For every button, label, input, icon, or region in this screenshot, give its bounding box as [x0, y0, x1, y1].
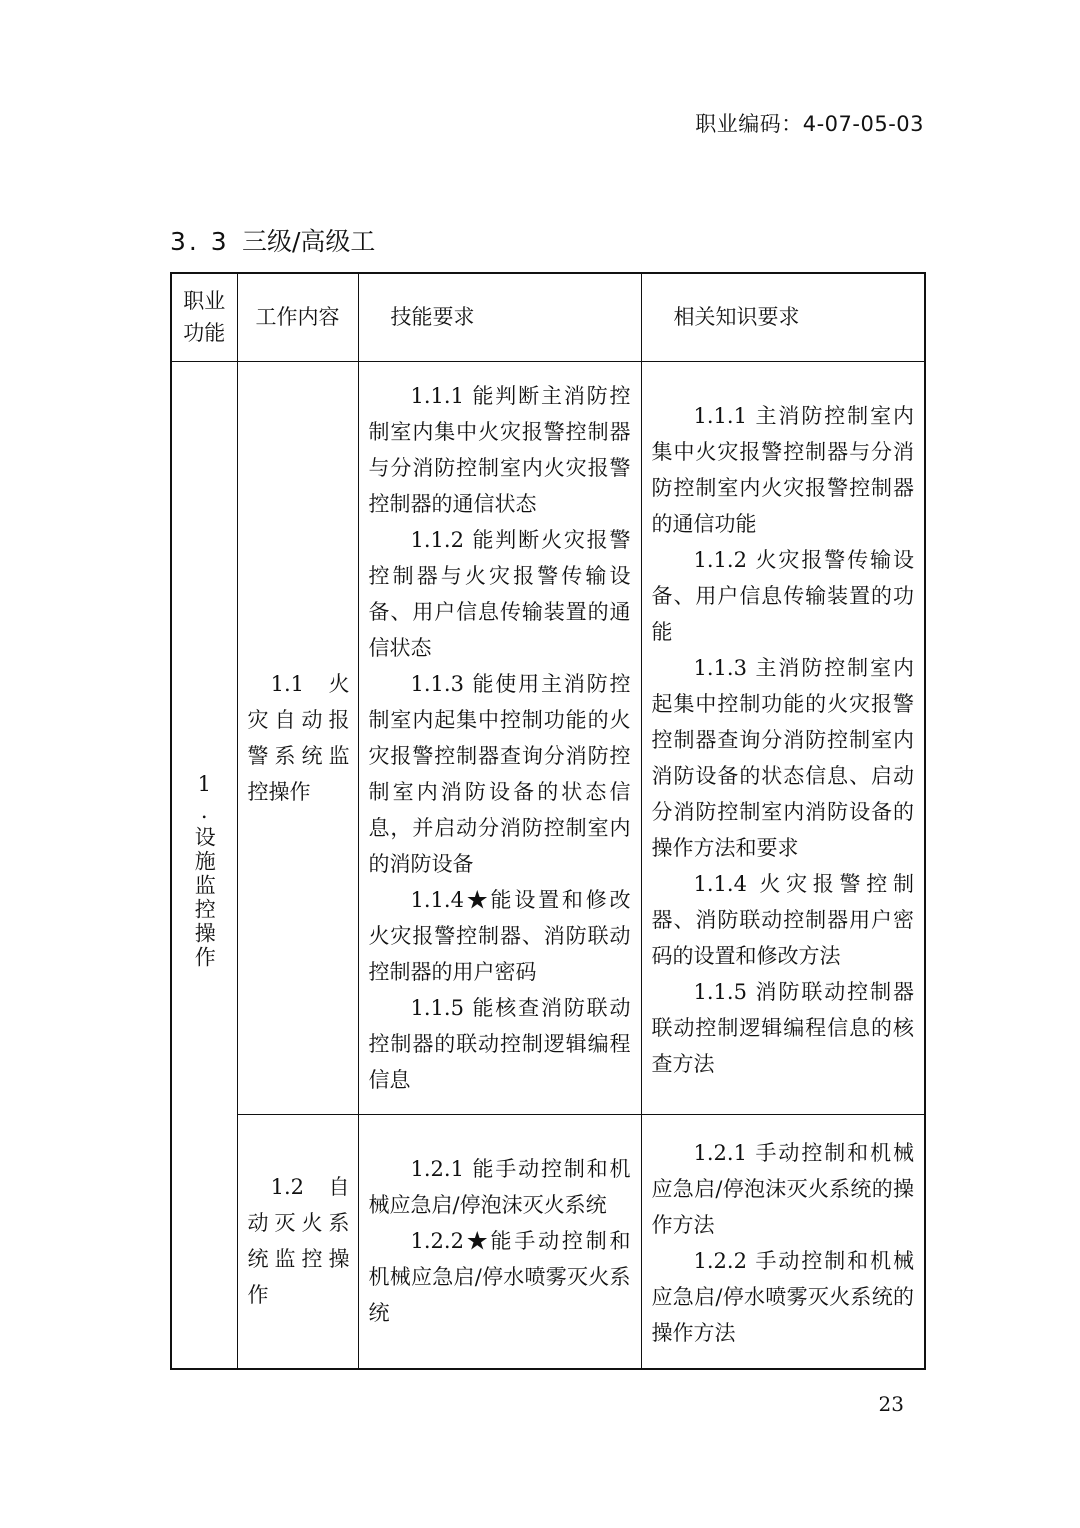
- section-number: 3. 3: [170, 227, 230, 256]
- knowledge-item: 1.1.1 主消防控制室内集中火灾报警控制器与分消防控制室内火灾报警控制器的通信功能: [651, 403, 914, 536]
- work-content-cell: [237, 361, 358, 1115]
- skill-item: 1.2.2★能手动控制和机械应急启/停水喷雾灭火系统: [368, 1229, 631, 1326]
- table-row: [171, 1115, 925, 1369]
- skills-cell: [358, 361, 641, 1115]
- knowledge-item: 1.1.2 火灾报警传输设备、用户信息传输装置的功能: [651, 547, 914, 644]
- function-cell: [171, 361, 237, 1369]
- table-row: [171, 361, 925, 1115]
- page-number: 23: [878, 1392, 904, 1416]
- section-title: 三级/高级工: [242, 227, 376, 256]
- header-work-content: 工作内容: [237, 273, 358, 361]
- section-heading: [170, 222, 375, 258]
- knowledge-item: 1.1.5 消防联动控制器联动控制逻辑编程信息的核查方法: [651, 979, 914, 1076]
- skill-item: 1.1.4★能设置和修改火灾报警控制器、消防联动控制器的用户密码: [368, 887, 631, 984]
- skill-item: 1.2.1 能手动控制和机械应急启/停泡沫灭火系统: [368, 1157, 631, 1218]
- work-content-text: 1.2 自动灭火系统监控操作: [247, 1175, 350, 1308]
- knowledge-cell: [641, 361, 925, 1115]
- skill-item: 1.1.2 能判断火灾报警控制器与火灾报警传输设备、用户信息传输装置的通信状态: [368, 527, 631, 660]
- skill-standard-table: [170, 272, 926, 1370]
- work-content-text: 1.1 火灾自动报警系统监控操作: [247, 671, 350, 804]
- occupation-code: 职业编码：4-07-05-03: [695, 112, 924, 136]
- knowledge-item: 1.1.4 火灾报警控制器、消防联动控制器用户密码的设置和修改方法: [651, 871, 914, 968]
- header-function: 职业功能: [171, 273, 237, 361]
- skill-item: 1.1.5 能核查消防联动控制器的联动控制逻辑编程信息: [368, 995, 631, 1092]
- knowledge-cell: [641, 1115, 925, 1369]
- function-label: 1.设施监控操作: [192, 771, 217, 970]
- header-skills: 技能要求: [358, 273, 641, 361]
- knowledge-item: 1.1.3 主消防控制室内起集中控制功能的火灾报警控制器查询分消防控制室内消防设备的状态信息、启动分消防控制室内消防设备的操作方法和要求: [651, 655, 914, 860]
- skill-item: 1.1.1 能判断主消防控制室内集中火灾报警控制器与分消防控制室内火灾报警控制器的通信状态: [368, 383, 631, 516]
- knowledge-item: 1.2.1 手动控制和机械应急启/停泡沫灭火系统的操作方法: [651, 1141, 914, 1238]
- work-content-cell: [237, 1115, 358, 1369]
- table-header-row: [171, 273, 925, 361]
- header-knowledge: 相关知识要求: [641, 273, 925, 361]
- knowledge-item: 1.2.2 手动控制和机械应急启/停水喷雾灭火系统的操作方法: [651, 1249, 914, 1346]
- skills-cell: [358, 1115, 641, 1369]
- skill-item: 1.1.3 能使用主消防控制室内起集中控制功能的火灾报警控制器查询分消防控制室内消防设备的状态信息，并启动分消防控制室内的消防设备: [368, 671, 631, 876]
